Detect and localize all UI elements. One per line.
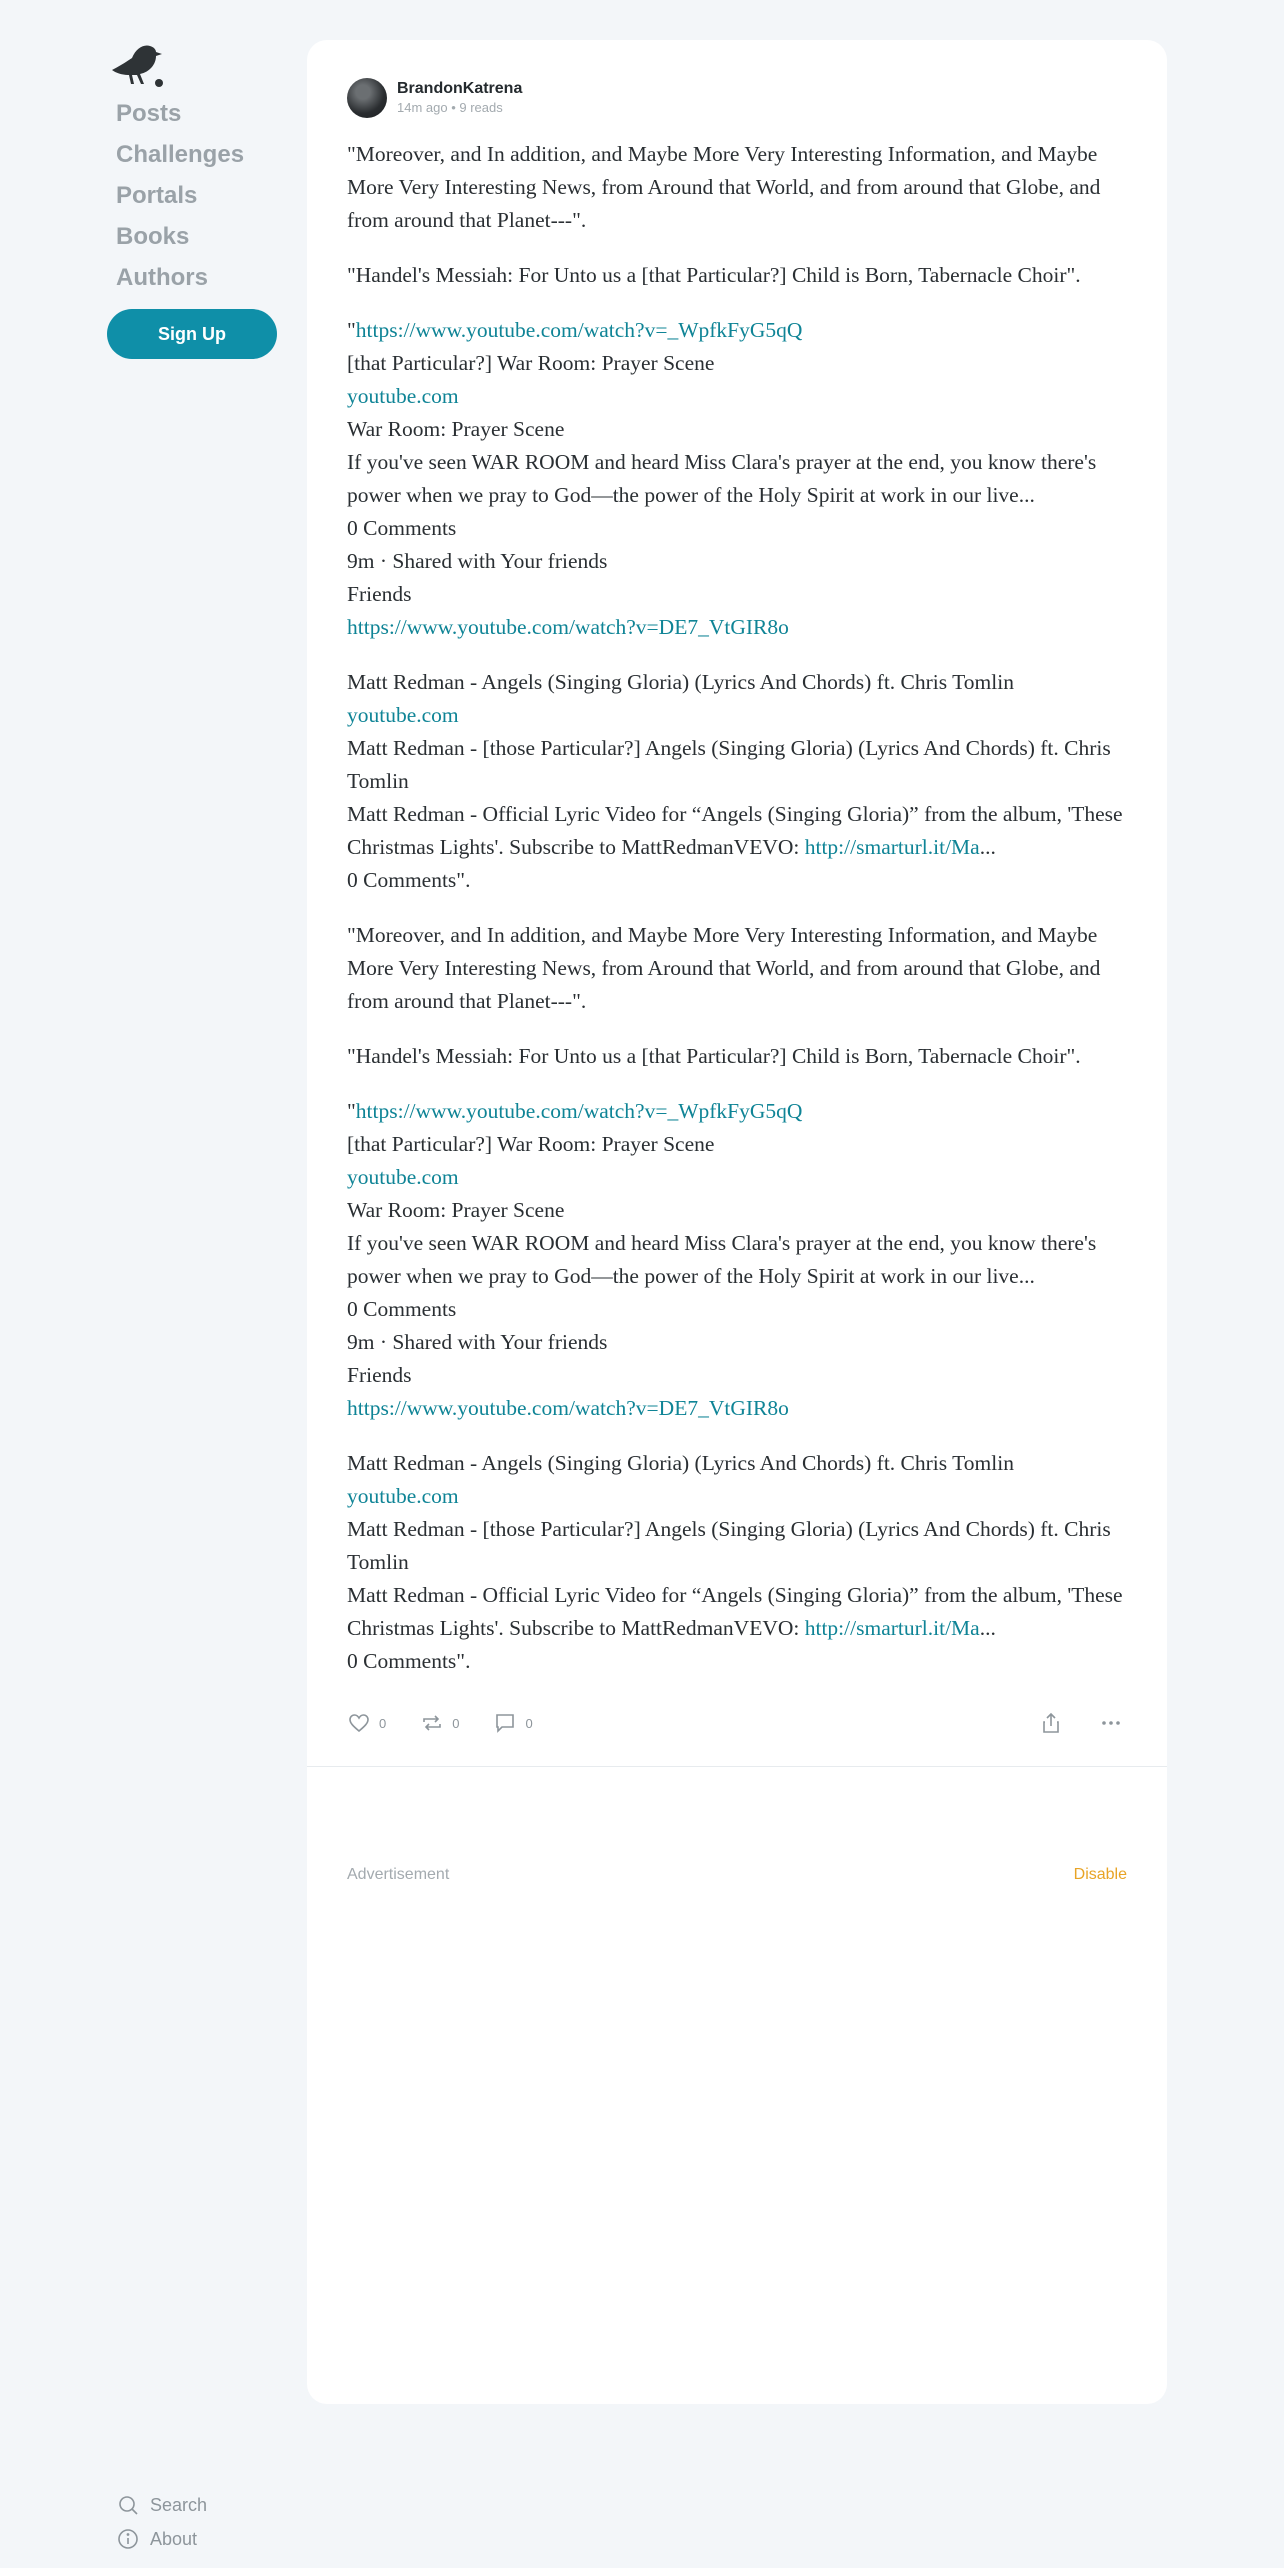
paragraph: "Handel's Messiah: For Unto us a [that Particular?] Child is Born, Tabernacle Choir". <box>347 263 1081 287</box>
youtube-link[interactable]: https://www.youtube.com/watch?v=_WpfkFyG5qQ <box>355 1099 803 1123</box>
shared-block: "https://www.youtube.com/watch?v=_WpfkFyG5qQ [that Particular?] War Room: Prayer Scene youtube.com War Room: Prayer Scene If you've seen WAR ROOM and heard Miss Clara's prayer at the end, you know there's power when we pray to God—the power of the Holy Spirit at work in our live... 0 Comments 9m · Shared with Your friends Friends https://www.youtube.com/watch?v=DE7_VtGIR8o <box>347 314 1131 644</box>
nav-portals[interactable]: Portals <box>116 182 198 209</box>
heart-icon <box>347 1711 371 1735</box>
disable-ads-link[interactable]: Disable <box>1073 1866 1127 1883</box>
shared-block: Matt Redman - Angels (Singing Gloria) (Lyrics And Chords) ft. Chris Tomlin youtube.com Matt Redman - [those Particular?] Angels (Singing Gloria) (Lyrics And Chords) ft. Chris Tomlin Matt Redman - Official Lyric Video for “Angels (Singing Gloria)” from the album, 'These Christmas Lights'. Subscribe to MattRedmanVEVO: http://smarturl.it/Ma... 0 Comments". <box>347 1447 1131 1678</box>
paragraph: "Moreover, and In addition, and Maybe More Very Interesting Information, and Maybe More Very Interesting News, from Around that World, and from around that Globe, and from around that Planet---". <box>347 923 1101 1013</box>
repost-button[interactable] <box>420 1711 459 1735</box>
nav-books[interactable]: Books <box>116 223 190 250</box>
nav-challenges[interactable]: Challenges <box>116 141 245 168</box>
shared-block: Matt Redman - Angels (Singing Gloria) (Lyrics And Chords) ft. Chris Tomlin youtube.com Matt Redman - [those Particular?] Angels (Singing Gloria) (Lyrics And Chords) ft. Chris Tomlin Matt Redman - Official Lyric Video for “Angels (Singing Gloria)” from the album, 'These Christmas Lights'. Subscribe to MattRedmanVEVO: http://smarturl.it/Ma... 0 Comments". <box>347 666 1131 897</box>
divider <box>307 1766 1167 1767</box>
youtube-domain-link[interactable]: youtube.com <box>347 384 459 408</box>
youtube-link[interactable]: https://www.youtube.com/watch?v=DE7_VtGIR8o <box>347 1396 789 1420</box>
search-icon <box>116 2493 140 2517</box>
post-card <box>307 40 1167 2404</box>
advertisement-label: Advertisement <box>347 1866 450 1883</box>
post-header <box>347 78 522 118</box>
avatar[interactable] <box>347 78 387 118</box>
more-icon <box>1099 1711 1123 1735</box>
more-options-button[interactable] <box>1099 1711 1131 1735</box>
repost-icon <box>420 1711 444 1735</box>
footer-links <box>116 2488 207 2556</box>
info-icon <box>116 2527 140 2551</box>
youtube-domain-link[interactable]: youtube.com <box>347 1165 459 1189</box>
search-link[interactable]: Search <box>116 2488 207 2522</box>
like-button[interactable] <box>347 1711 386 1735</box>
share-button[interactable] <box>1039 1711 1071 1735</box>
comment-button[interactable] <box>493 1711 532 1735</box>
nav-authors[interactable]: Authors <box>116 264 208 291</box>
youtube-link[interactable]: https://www.youtube.com/watch?v=_WpfkFyG5qQ <box>355 318 803 342</box>
share-icon <box>1039 1711 1063 1735</box>
smarturl-link[interactable]: http://smarturl.it/Ma <box>804 835 980 859</box>
sign-up-button[interactable]: Sign Up <box>107 309 277 359</box>
main-nav <box>116 98 244 303</box>
shared-block: "https://www.youtube.com/watch?v=_WpfkFyG5qQ [that Particular?] War Room: Prayer Scene youtube.com War Room: Prayer Scene If you've seen WAR ROOM and heard Miss Clara's prayer at the end, you know there's power when we pray to God—the power of the Holy Spirit at work in our live... 0 Comments 9m · Shared with Your friends Friends https://www.youtube.com/watch?v=DE7_VtGIR8o <box>347 1095 1131 1425</box>
youtube-link[interactable]: https://www.youtube.com/watch?v=DE7_VtGIR8o <box>347 615 789 639</box>
youtube-domain-link[interactable]: youtube.com <box>347 703 459 727</box>
post-body <box>347 138 1131 1700</box>
like-count: 0 <box>379 1715 387 1731</box>
paragraph: "Moreover, and In addition, and Maybe More Very Interesting Information, and Maybe More Very Interesting News, from Around that World, and from around that Globe, and from around that Planet---". <box>347 142 1101 232</box>
paragraph: "Handel's Messiah: For Unto us a [that Particular?] Child is Born, Tabernacle Choir". <box>347 1044 1081 1068</box>
comment-icon <box>493 1711 517 1735</box>
crow-logo-icon[interactable] <box>110 40 166 88</box>
author-name[interactable]: BrandonKatrena <box>397 80 523 97</box>
smarturl-link[interactable]: http://smarturl.it/Ma <box>804 1616 980 1640</box>
post-meta: 14m ago • 9 reads <box>397 100 503 115</box>
youtube-domain-link[interactable]: youtube.com <box>347 1484 459 1508</box>
comment-count: 0 <box>525 1715 533 1731</box>
nav-posts[interactable]: Posts <box>116 100 182 127</box>
about-link[interactable]: About <box>116 2522 207 2556</box>
repost-count: 0 <box>452 1715 460 1731</box>
post-actions <box>347 1708 1131 1738</box>
